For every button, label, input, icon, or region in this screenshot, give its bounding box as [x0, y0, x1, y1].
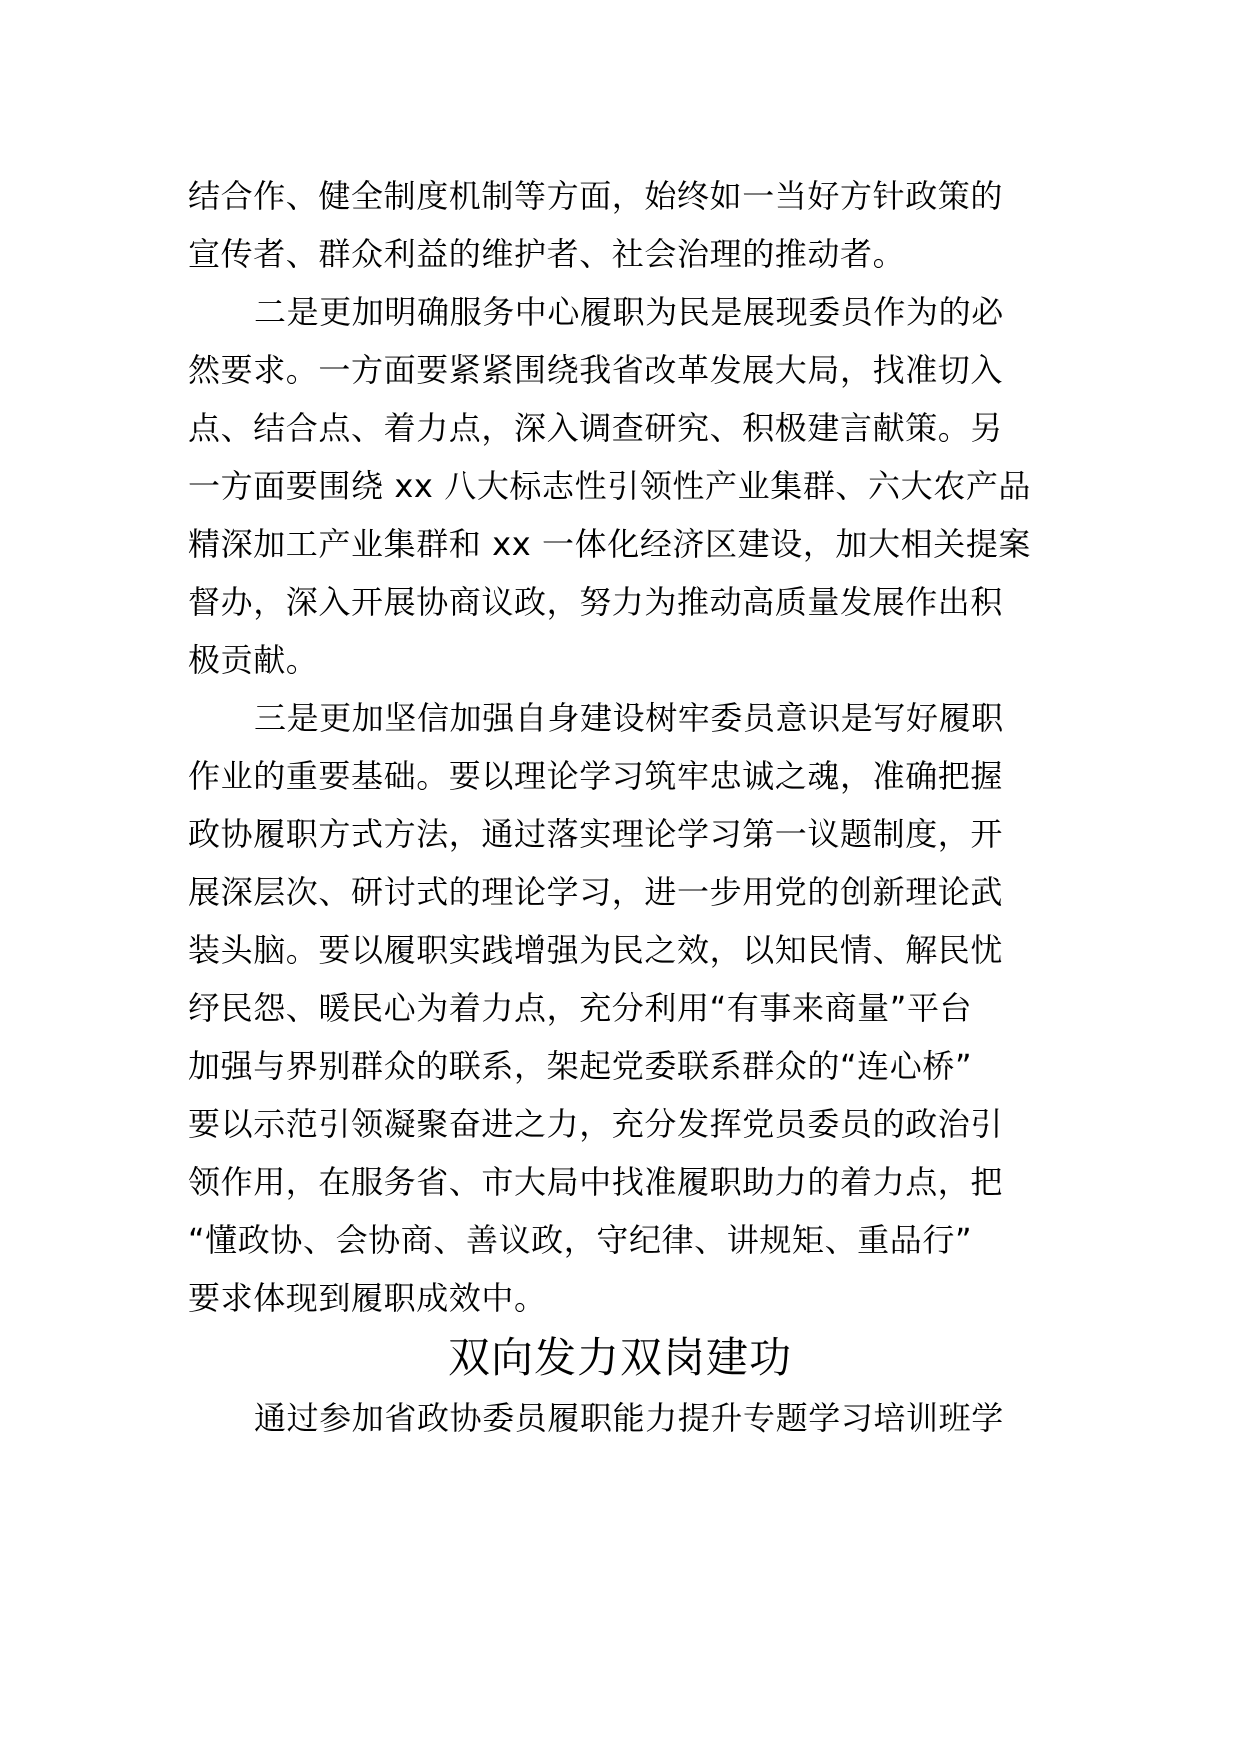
text-line: 精深加工产业集群和 xx 一体化经济区建设，加大相关提案 [188, 525, 1032, 563]
text-line: 极贡献。 [188, 641, 319, 679]
text-line: 装头脑。要以履职实践增强为民之效，以知民情、解民忧 [188, 931, 1004, 969]
text-line: 领作用，在服务省、市大局中找准履职助力的着力点，把 [188, 1163, 1004, 1201]
text-line: 要以示范引领凝聚奋进之力，充分发挥党员委员的政治引 [188, 1105, 1004, 1143]
text-line: 然要求。一方面要紧紧围绕我省改革发展大局，找准切入 [188, 351, 1004, 389]
text-line: 宣传者、群众利益的维护者、社会治理的推动者。 [188, 235, 906, 273]
text-line: 要求体现到履职成效中。 [188, 1279, 547, 1317]
text-line: 加强与界别群众的联系，架起党委联系群众的“连心桥” [188, 1047, 973, 1085]
text-line: 一方面要围绕 xx 八大标志性引领性产业集群、六大农产品 [188, 467, 1032, 505]
text-line: 政协履职方式方法，通过落实理论学习第一议题制度，开 [188, 815, 1004, 853]
text-line: “懂政协、会协商、善议政，守纪律、讲规矩、重品行” [188, 1221, 973, 1259]
text-line: 结合作、健全制度机制等方面，始终如一当好方针政策的 [188, 177, 1004, 215]
text-line: 纾民怨、暖民心为着力点，充分利用“有事来商量”平台 [188, 989, 973, 1027]
paragraph-start-line: 通过参加省政协委员履职能力提升专题学习培训班学 [254, 1399, 1004, 1437]
paragraph-start-line: 三是更加坚信加强自身建设树牢委员意识是写好履职 [254, 699, 1004, 737]
text-line: 作业的重要基础。要以理论学习筑牢忠诚之魂，准确把握 [188, 757, 1004, 795]
text-line: 展深层次、研讨式的理论学习，进一步用党的创新理论武 [188, 873, 1004, 911]
text-line: 点、结合点、着力点，深入调查研究、积极建言献策。另 [188, 409, 1004, 447]
paragraph-start-line: 二是更加明确服务中心履职为民是展现委员作为的必 [254, 293, 1004, 331]
section-heading: 双向发力双岗建功 [447, 1333, 792, 1382]
text-line: 督办，深入开展协商议政，努力为推动高质量发展作出积 [188, 583, 1004, 621]
